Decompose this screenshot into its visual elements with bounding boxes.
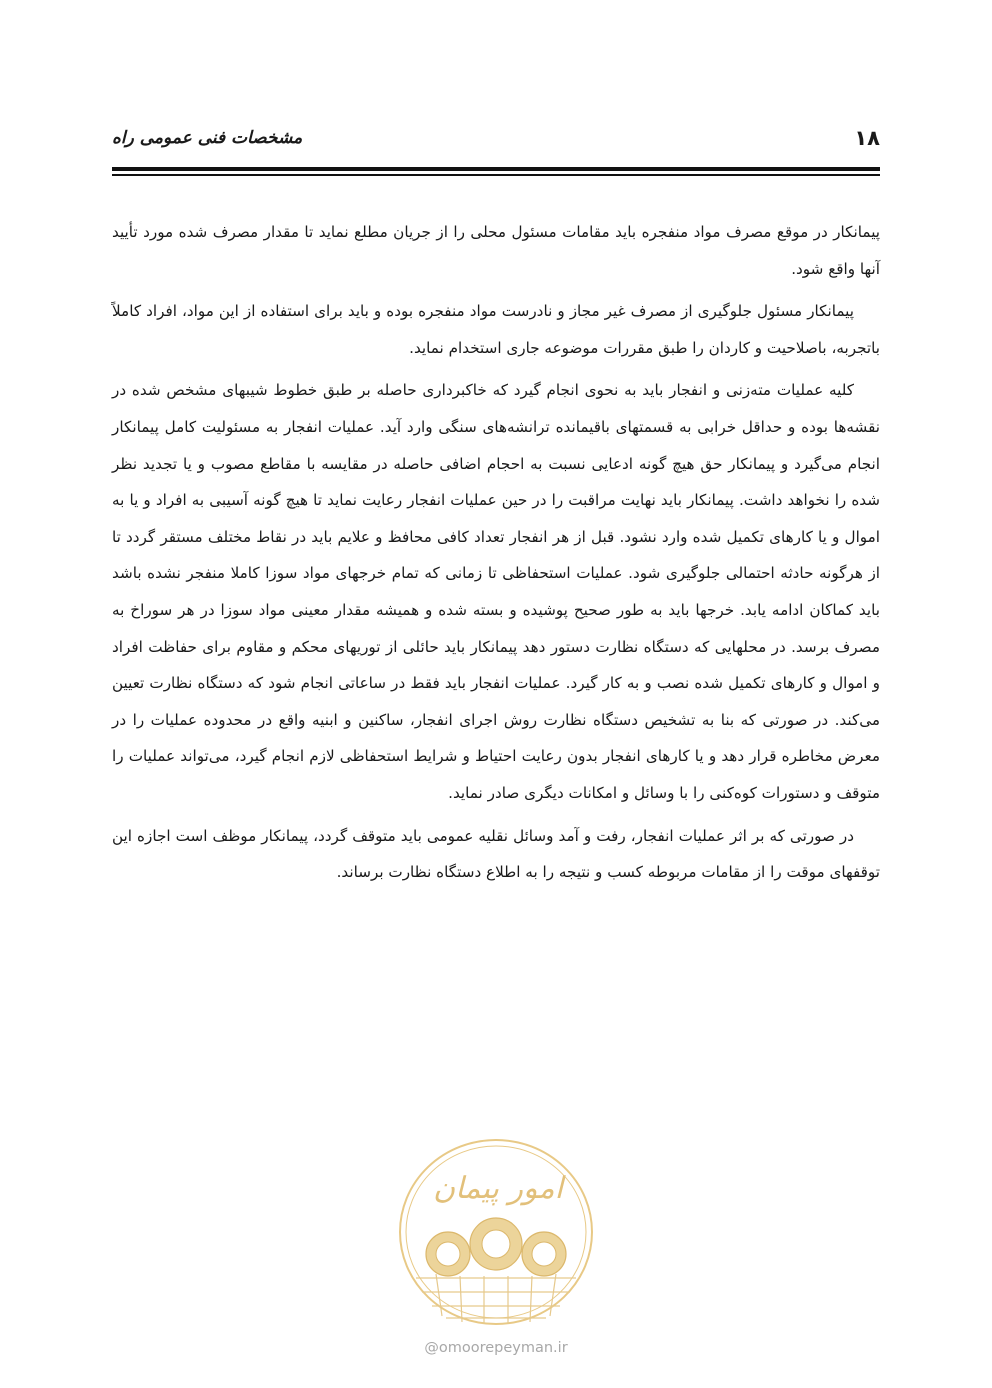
- running-title: مشخصات فنی عمومی راه: [112, 128, 303, 148]
- paragraph-1: پیمانکار در موقع مصرف مواد منفجره باید مقامات مسئول محلی را از جریان مطلع نماید تا مقدار مصرف شده مورد تأیید آنها واقع شود.: [112, 223, 880, 278]
- watermark-url: [396, 1340, 596, 1356]
- grid-icon: [416, 1274, 576, 1324]
- paragraph-3: کلیه عملیات مته‌زنی و انفجار باید به نحوی انجام گیرد که خاکبرداری حاصله بر طبق خطوط شیبهای مشخص شده در نقشه‌ها بوده و حداقل خرابی به قسمتهای باقیمانده ترانشه‌های سنگی وارد آید. عملیات انفجار به مسئولیت کامل پیمانکار انجام می‌گیرد و پیمانکار حق هیچ گونه ادعایی نسبت به احجام اضافی حاصله در مقایسه با مقاطع مصوب و یا تجدید نظر شده را نخواهد داشت. پیمانکار باید نهایت مراقبت را در حین عملیات انفجار رعایت نماید تا هیچ گونه آسیبی به افراد و یا به اموال و یا کارهای تکمیل شده وارد نشود. قبل از هر انفجار تعداد کافی محافظ و علایم باید در نقاط مختلف مستقر گردد تا از هرگونه حادثه احتمالی جلوگیری شود. عملیات استحفاظی تا زمانی که تمام خرجهای مواد سوزا کاملا منفجر نشده باشد باید کماکان ادامه یابد. خرجها باید به طور صحیح پوشیده و بسته شده و همیشه مقدار معینی مواد سوزا در هر سوراخ به مصرف برسد. در محلهایی که دستگاه نظارت دستور دهد پیمانکار باید حائلی از توریهای محکم و مقاوم برای حفاظت افراد و اموال و کارهای تکمیل شده نصب و به کار گیرد. عملیات انفجار باید فقط در ساعاتی انجام شود که دستگاه نظارت تعیین می‌کند. در صورتی که بنا به تشخیص دستگاه نظارت روش اجرای انفجار، ساکنین و ابنیه واقع در محدوده عملیات را در معرض مخاطره قرار دهد و یا کارهای انفجار بدون رعایت احتیاط و شرایط استحفاظی لازم انجام گیرد، می‌تواند عملیات را متوقف و دستورات کوه‌کنی را با وسائل و امکانات دیگری صادر نماید.: [112, 381, 880, 802]
- header-rule-thick: [112, 167, 880, 171]
- paragraph-4: در صورتی که بر اثر عملیات انفجار، رفت و آمد وسائل نقلیه عمومی باید متوقف گردد، پیمانکار موظف است اجازه این توقفهای موقت را از مقامات مربوطه کسب و نتیجه را به اطلاع دستگاه نظارت برساند.: [112, 826, 880, 882]
- page-number: ۱۸: [854, 126, 880, 150]
- header-rule-thin: [112, 174, 880, 176]
- watermark-url-text: omoorepeyman.ir: [438, 1340, 568, 1356]
- page-header: [112, 122, 880, 162]
- paragraph-2: پیمانکار مسئول جلوگیری از مصرف غیر مجاز و نادرست مواد منفجره بوده و باید برای استفاده از این مواد، افراد کاملاً باتجربه، باصلاحیت و کاردان را طبق مقررات موضوعه جاری استخدام نماید.: [112, 302, 880, 357]
- seal-text: امور پیمان: [433, 1171, 563, 1206]
- at-icon: @: [424, 1340, 439, 1356]
- watermark-seal: [386, 1136, 606, 1336]
- body-text: [112, 214, 880, 897]
